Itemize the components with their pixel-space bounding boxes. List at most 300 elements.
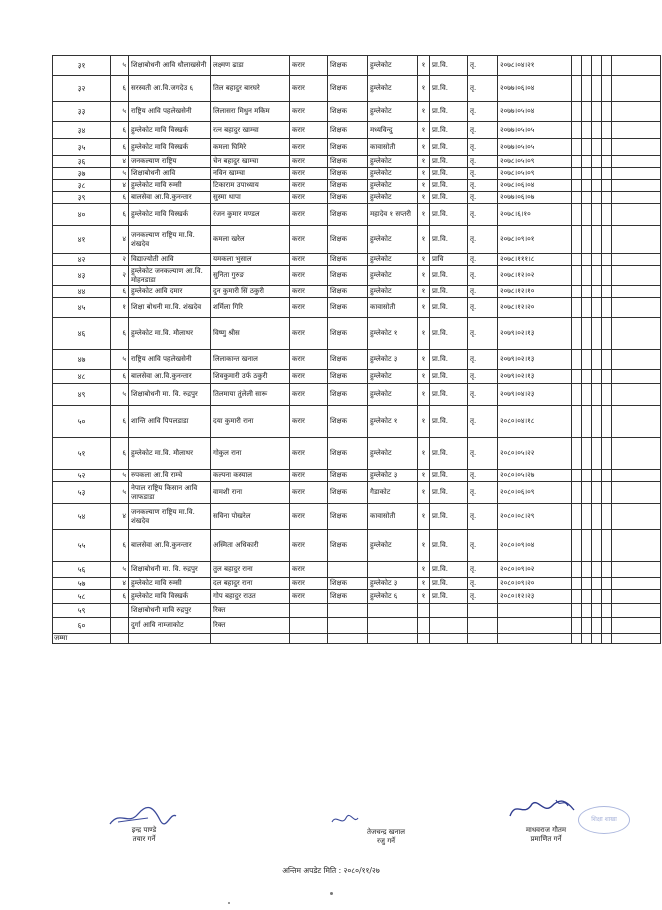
cell-post: शिक्षक — [328, 76, 368, 102]
cell-empty — [582, 266, 592, 286]
cell-place: हुम्लेकोट — [368, 192, 418, 204]
cell-empty — [602, 266, 612, 286]
cell-empty — [572, 180, 582, 192]
cell-type: करार — [290, 482, 328, 504]
cell-grade: तृ. — [468, 254, 498, 266]
cell-date: २०७७।०५।०४ — [498, 102, 572, 122]
cell-date: २०८०।१२।२३ — [498, 590, 572, 604]
cell-date: २०७८।०६।०४ — [498, 180, 572, 192]
cell-empty — [612, 298, 661, 318]
cell-c2: ५ — [111, 56, 129, 76]
cell-empty — [602, 384, 612, 406]
cell-c2: ६ — [111, 530, 129, 562]
cell-c2 — [111, 618, 129, 634]
cell-empty — [572, 406, 582, 438]
cell-place: हुम्लेकोट — [368, 370, 418, 384]
cell-c2: ६ — [111, 122, 129, 139]
cell-post: शिक्षक — [328, 122, 368, 139]
cell-school: जनकल्याण राष्ट्रिय मा.वि. शंखदेव — [129, 226, 211, 254]
cell-level: प्रा.वि. — [430, 318, 468, 350]
cell-school: शिक्षाबोधनी मा. वि. रुद्रपुर — [129, 562, 211, 578]
cell-date: २०७७।०६।०४ — [498, 76, 572, 102]
cell-empty — [572, 122, 582, 139]
cell-school: राष्ट्रिय आवि पहलेखसेनी — [129, 350, 211, 370]
cell-place: गैडाकोट — [368, 482, 418, 504]
cell-empty — [612, 350, 661, 370]
cell-school: बालसेवा आ.वि.कुनन्तार — [129, 370, 211, 384]
cell-empty — [572, 590, 582, 604]
cell-empty — [602, 122, 612, 139]
cell-type: करार — [290, 139, 328, 156]
cell-school: हुम्लेकोट मावि रुम्सी — [129, 578, 211, 590]
cell-grade: तृ. — [468, 226, 498, 254]
cell-date: २०७७।०५।०५ — [498, 122, 572, 139]
cell-place — [368, 562, 418, 578]
cell-level: प्रा.वि. — [430, 562, 468, 578]
cell-name: रिक्त — [211, 604, 290, 618]
cell-c8: १ — [418, 298, 430, 318]
cell-sn: ५३ — [53, 482, 111, 504]
cell-sn: ४९ — [53, 384, 111, 406]
cell-empty — [612, 76, 661, 102]
total-row — [53, 634, 661, 644]
cell-empty — [572, 438, 582, 470]
table-row — [53, 384, 661, 406]
cell-name: गोप बहादुर राउत — [211, 590, 290, 604]
cell-grade: तृ. — [468, 204, 498, 226]
cell-empty — [582, 76, 592, 102]
table-row — [53, 618, 661, 634]
cell-c2: ६ — [111, 590, 129, 604]
cell-empty — [612, 192, 661, 204]
cell-grade: तृ. — [468, 56, 498, 76]
cell-school: दुर्गा आवि नाम्जाकोट — [129, 618, 211, 634]
cell-type: करार — [290, 578, 328, 590]
cell-grade: तृ. — [468, 350, 498, 370]
cell-date: २०८०।०५।२२ — [498, 438, 572, 470]
table-row — [53, 318, 661, 350]
stamp-text: शिक्षा शाखा — [591, 816, 617, 823]
cell-date: २०७९।०२।१३ — [498, 350, 572, 370]
cell-date: २०८०।०८।२९ — [498, 504, 572, 530]
table-row — [53, 350, 661, 370]
cell-empty — [582, 254, 592, 266]
table-row — [53, 370, 661, 384]
cell-type: करार — [290, 370, 328, 384]
cell-post: शिक्षक — [328, 504, 368, 530]
cell-name: रत्न बहादुर खाम्चा — [211, 122, 290, 139]
cell-post: शिक्षक — [328, 406, 368, 438]
cell-empty — [602, 604, 612, 618]
table-row — [53, 578, 661, 590]
table-row — [53, 122, 661, 139]
cell-empty — [612, 156, 661, 168]
cell-post: शिक्षक — [328, 298, 368, 318]
cell-grade: तृ. — [468, 384, 498, 406]
cell-date: २०७८।६।१० — [498, 204, 572, 226]
cell-date: २०८०।०५।२७ — [498, 470, 572, 482]
cell-empty — [592, 590, 602, 604]
cell-level: प्रा.वि. — [430, 139, 468, 156]
cell-c8: १ — [418, 350, 430, 370]
cell-school: शिक्षाबोधनी आवि — [129, 168, 211, 180]
cell-c8: १ — [418, 122, 430, 139]
cell-empty — [572, 139, 582, 156]
teacher-record-table — [52, 55, 661, 644]
cell-date: २०८०।०९।०४ — [498, 530, 572, 562]
cell-grade: तृ. — [468, 192, 498, 204]
cell-level: प्रा.वि. — [430, 370, 468, 384]
cell-sn: ३९ — [53, 192, 111, 204]
cell-sn: ३२ — [53, 76, 111, 102]
cell-empty — [612, 139, 661, 156]
cell-empty — [582, 168, 592, 180]
cell-empty — [612, 482, 661, 504]
cell-grade: तृ. — [468, 530, 498, 562]
cell-date: २०८०।०९।०२ — [498, 562, 572, 578]
cell-type: करार — [290, 168, 328, 180]
cell-c2: ६ — [111, 76, 129, 102]
cell-c2: ४ — [111, 180, 129, 192]
table-row — [53, 102, 661, 122]
cell-empty — [592, 530, 602, 562]
cell-empty — [582, 470, 592, 482]
cell-type: करार — [290, 406, 328, 438]
cell-place: हुम्लेकोट ३ — [368, 350, 418, 370]
cell-c2: ६ — [111, 204, 129, 226]
cell-type: करार — [290, 562, 328, 578]
cell-empty — [582, 504, 592, 530]
cell-c2: ६ — [111, 438, 129, 470]
cell-name: तिलमाया तुंलेली सारू — [211, 384, 290, 406]
cell-empty — [602, 102, 612, 122]
cell-empty — [602, 286, 612, 298]
cell-empty — [572, 470, 582, 482]
cell-empty — [592, 470, 602, 482]
cell-date: २०७९।०४।२३ — [498, 384, 572, 406]
cell-place: हुम्लेकोट — [368, 56, 418, 76]
cell-empty — [592, 618, 602, 634]
cell-sn: ३१ — [53, 56, 111, 76]
cell-empty — [602, 504, 612, 530]
cell-grade: तृ. — [468, 482, 498, 504]
cell-c8: १ — [418, 102, 430, 122]
cell-level: प्रा.वि. — [430, 102, 468, 122]
cell-empty — [572, 266, 582, 286]
signatory-3-role: प्रमाणित गर्ने — [530, 835, 562, 843]
cell-empty — [582, 318, 592, 350]
cell-c8: १ — [418, 504, 430, 530]
cell-post: शिक्षक — [328, 578, 368, 590]
cell-empty — [602, 438, 612, 470]
table-row — [53, 504, 661, 530]
cell-name: लिलासरा मिधुन मकिम — [211, 102, 290, 122]
cell-empty — [602, 562, 612, 578]
cell-empty — [612, 370, 661, 384]
cell-level: प्रा.वि. — [430, 286, 468, 298]
cell-date: २०८०।०६।०९ — [498, 482, 572, 504]
cell-post: शिक्षक — [328, 156, 368, 168]
cell-c8 — [418, 618, 430, 634]
cell-empty — [612, 530, 661, 562]
cell-place: हुम्लेकोट — [368, 180, 418, 192]
cell-sn: ६० — [53, 618, 111, 634]
cell-school: शिक्षा बोधनी मा.वि. शंखदेव — [129, 298, 211, 318]
cell-empty — [572, 192, 582, 204]
cell-empty — [592, 226, 602, 254]
cell-post: शिक्षक — [328, 370, 368, 384]
cell-level: प्रा.वि. — [430, 266, 468, 286]
cell-post: शिक्षक — [328, 102, 368, 122]
cell-empty — [572, 350, 582, 370]
signatory-3-name: माधवराज गौतम — [525, 826, 567, 834]
scan-speck — [228, 902, 230, 904]
cell-name: विष्णु श्रीस — [211, 318, 290, 350]
cell-empty — [582, 482, 592, 504]
cell-c8 — [418, 604, 430, 618]
cell-c2: १ — [111, 298, 129, 318]
cell-grade: तृ. — [468, 578, 498, 590]
cell-name: अस्मिता अधिकारी — [211, 530, 290, 562]
cell-empty — [602, 590, 612, 604]
cell-post: शिक्षक — [328, 180, 368, 192]
table-row — [53, 286, 661, 298]
cell-c2: ६ — [111, 406, 129, 438]
cell-empty — [572, 76, 582, 102]
cell-level: प्रा.वि. — [430, 192, 468, 204]
cell-empty — [612, 562, 661, 578]
cell-level: प्रा.वि. — [430, 384, 468, 406]
signature-block-3 — [508, 826, 584, 844]
table-row — [53, 530, 661, 562]
cell-name: यमकला भुसाल — [211, 254, 290, 266]
cell-place: हुम्लेकोट — [368, 156, 418, 168]
cell-place: हुम्लेकोट ३ — [368, 578, 418, 590]
cell-empty — [572, 286, 582, 298]
cell-empty — [612, 578, 661, 590]
cell-date: २०७८।०४।२१ — [498, 56, 572, 76]
cell-date: २०७८।१२।०२ — [498, 266, 572, 286]
cell-sn: ५९ — [53, 604, 111, 618]
cell-sn: ४२ — [53, 254, 111, 266]
cell-empty — [582, 156, 592, 168]
cell-post: शिक्षक — [328, 350, 368, 370]
cell-c8: १ — [418, 76, 430, 102]
cell-type: करार — [290, 204, 328, 226]
cell-empty — [602, 56, 612, 76]
cell-empty — [592, 156, 602, 168]
cell-post — [328, 604, 368, 618]
cell-c2: ६ — [111, 286, 129, 298]
cell-post: शिक्षक — [328, 168, 368, 180]
cell-grade: तृ. — [468, 286, 498, 298]
cell-empty — [612, 618, 661, 634]
cell-type: करार — [290, 286, 328, 298]
cell-empty — [582, 562, 592, 578]
cell-c2: ५ — [111, 350, 129, 370]
cell-post: शिक्षक — [328, 192, 368, 204]
cell-c2: ५ — [111, 168, 129, 180]
cell-place: हुम्लेकोट — [368, 286, 418, 298]
table-row — [53, 438, 661, 470]
cell-name: लिलाकान्त खनाल — [211, 350, 290, 370]
cell-grade: तृ. — [468, 102, 498, 122]
table-row — [53, 562, 661, 578]
cell-name: गोकुल राना — [211, 438, 290, 470]
cell-type: करार — [290, 76, 328, 102]
cell-empty — [572, 618, 582, 634]
cell-grade: तृ. — [468, 370, 498, 384]
cell-date: २०७८।०९।०१ — [498, 226, 572, 254]
cell-empty — [602, 168, 612, 180]
cell-c8: १ — [418, 254, 430, 266]
cell-name: शर्मिला गिरि — [211, 298, 290, 318]
cell-empty — [612, 438, 661, 470]
cell-c8: १ — [418, 530, 430, 562]
cell-grade: तृ. — [468, 156, 498, 168]
office-stamp — [578, 806, 630, 834]
cell-c2: ४ — [111, 578, 129, 590]
cell-grade: तृ. — [468, 562, 498, 578]
table-row — [53, 604, 661, 618]
cell-c8: १ — [418, 590, 430, 604]
cell-school: नेपाल राष्ट्रिय किसान आवि जाफडाडा — [129, 482, 211, 504]
cell-name: सुस्मा थापा — [211, 192, 290, 204]
cell-type: करार — [290, 192, 328, 204]
cell-post: शिक्षक — [328, 482, 368, 504]
cell-place: हुम्लेकोट ६ — [368, 590, 418, 604]
cell-post: शिक्षक — [328, 139, 368, 156]
cell-empty — [612, 470, 661, 482]
cell-empty — [592, 254, 602, 266]
cell-school: शिक्षाबोधनी मा. वि. रुद्रपुर — [129, 384, 211, 406]
cell-place: हुम्लेकोट ३ — [368, 470, 418, 482]
cell-empty — [572, 530, 582, 562]
cell-date: २०७७।०६।०७ — [498, 192, 572, 204]
cell-grade: तृ. — [468, 504, 498, 530]
cell-empty — [592, 139, 602, 156]
cell-name: नविन खाम्चा — [211, 168, 290, 180]
cell-school: शिक्षाबोधनी आवि धौलाखसेनी — [129, 56, 211, 76]
cell-empty — [612, 254, 661, 266]
signatory-2-role: रजु गर्ने — [376, 837, 396, 845]
cell-school: हुम्लेकोट मा.वि. मौलाथर — [129, 438, 211, 470]
cell-empty — [582, 370, 592, 384]
cell-place: हुम्लेकोट — [368, 168, 418, 180]
cell-place: हुम्लेकोट — [368, 226, 418, 254]
cell-type: करार — [290, 226, 328, 254]
cell-c2: ४ — [111, 156, 129, 168]
cell-name: दल बहादुर राना — [211, 578, 290, 590]
cell-empty — [602, 406, 612, 438]
cell-empty — [582, 406, 592, 438]
cell-date: २०८०।०९।२० — [498, 578, 572, 590]
cell-empty — [602, 226, 612, 254]
cell-place: महादेव १ सप्तरी — [368, 204, 418, 226]
cell-date: २०७७।०५।०५ — [498, 139, 572, 156]
cell-empty — [572, 254, 582, 266]
cell-post: शिक्षक — [328, 266, 368, 286]
scan-speck — [330, 892, 333, 895]
cell-grade: तृ. — [468, 180, 498, 192]
cell-level: प्रा.वि. — [430, 226, 468, 254]
cell-type — [290, 618, 328, 634]
cell-level: प्रा.वि. — [430, 470, 468, 482]
cell-sn: ४६ — [53, 318, 111, 350]
cell-empty — [592, 168, 602, 180]
cell-empty — [572, 604, 582, 618]
cell-empty — [582, 286, 592, 298]
cell-place: हुम्लेकोट — [368, 76, 418, 102]
table-row — [53, 482, 661, 504]
table-row — [53, 156, 661, 168]
cell-school: शिक्षाबोधनी मावि रुद्रपुर — [129, 604, 211, 618]
cell-date: २०७८।१११।८ — [498, 254, 572, 266]
cell-type: करार — [290, 318, 328, 350]
cell-type: करार — [290, 590, 328, 604]
cell-school: सरस्वती आ.वि.जगदेउ ६ — [129, 76, 211, 102]
cell-name: दया कुमारी राना — [211, 406, 290, 438]
cell-school: हुम्लेकोट मा.वि. मौलाथर — [129, 318, 211, 350]
cell-level: प्रा.वि. — [430, 438, 468, 470]
cell-c2: ६ — [111, 139, 129, 156]
cell-sn: ३४ — [53, 122, 111, 139]
cell-school: हुम्लेकोट मावि विस्खर्क — [129, 590, 211, 604]
cell-type: करार — [290, 530, 328, 562]
cell-empty — [592, 192, 602, 204]
cell-date: २०७८।०५।०९ — [498, 156, 572, 168]
cell-empty — [592, 122, 602, 139]
cell-grade: तृ. — [468, 406, 498, 438]
cell-place — [368, 618, 418, 634]
cell-c8: १ — [418, 56, 430, 76]
cell-level — [430, 618, 468, 634]
cell-empty — [592, 56, 602, 76]
cell-type: करार — [290, 102, 328, 122]
cell-c8: १ — [418, 438, 430, 470]
cell-type: करार — [290, 180, 328, 192]
cell-name: कल्पना कस्याल — [211, 470, 290, 482]
cell-date: २०७९।०२।१३ — [498, 318, 572, 350]
cell-grade: तृ. — [468, 298, 498, 318]
cell-sn: ५६ — [53, 562, 111, 578]
cell-empty — [612, 318, 661, 350]
cell-c8: १ — [418, 266, 430, 286]
cell-empty — [612, 56, 661, 76]
cell-empty — [582, 578, 592, 590]
cell-empty — [602, 618, 612, 634]
cell-type: करार — [290, 266, 328, 286]
cell-school: राष्ट्रिय आवि पहलेखसेनी — [129, 102, 211, 122]
cell-empty — [582, 590, 592, 604]
cell-place: कावासोती — [368, 504, 418, 530]
cell-sn: ४१ — [53, 226, 111, 254]
cell-name: चेन बहादुर खाम्चा — [211, 156, 290, 168]
cell-empty — [612, 204, 661, 226]
cell-empty — [602, 530, 612, 562]
cell-name: सुनिता गुरुङ — [211, 266, 290, 286]
cell-empty — [572, 56, 582, 76]
cell-empty — [602, 139, 612, 156]
cell-level: प्रा.वि. — [430, 482, 468, 504]
cell-sn: ४४ — [53, 286, 111, 298]
cell-level: प्रा.वि. — [430, 504, 468, 530]
cell-sn: ३३ — [53, 102, 111, 122]
cell-school: हुम्लेकोट आवि दमार — [129, 286, 211, 298]
cell-place: कावासोती — [368, 139, 418, 156]
cell-empty — [602, 298, 612, 318]
cell-c2 — [111, 604, 129, 618]
